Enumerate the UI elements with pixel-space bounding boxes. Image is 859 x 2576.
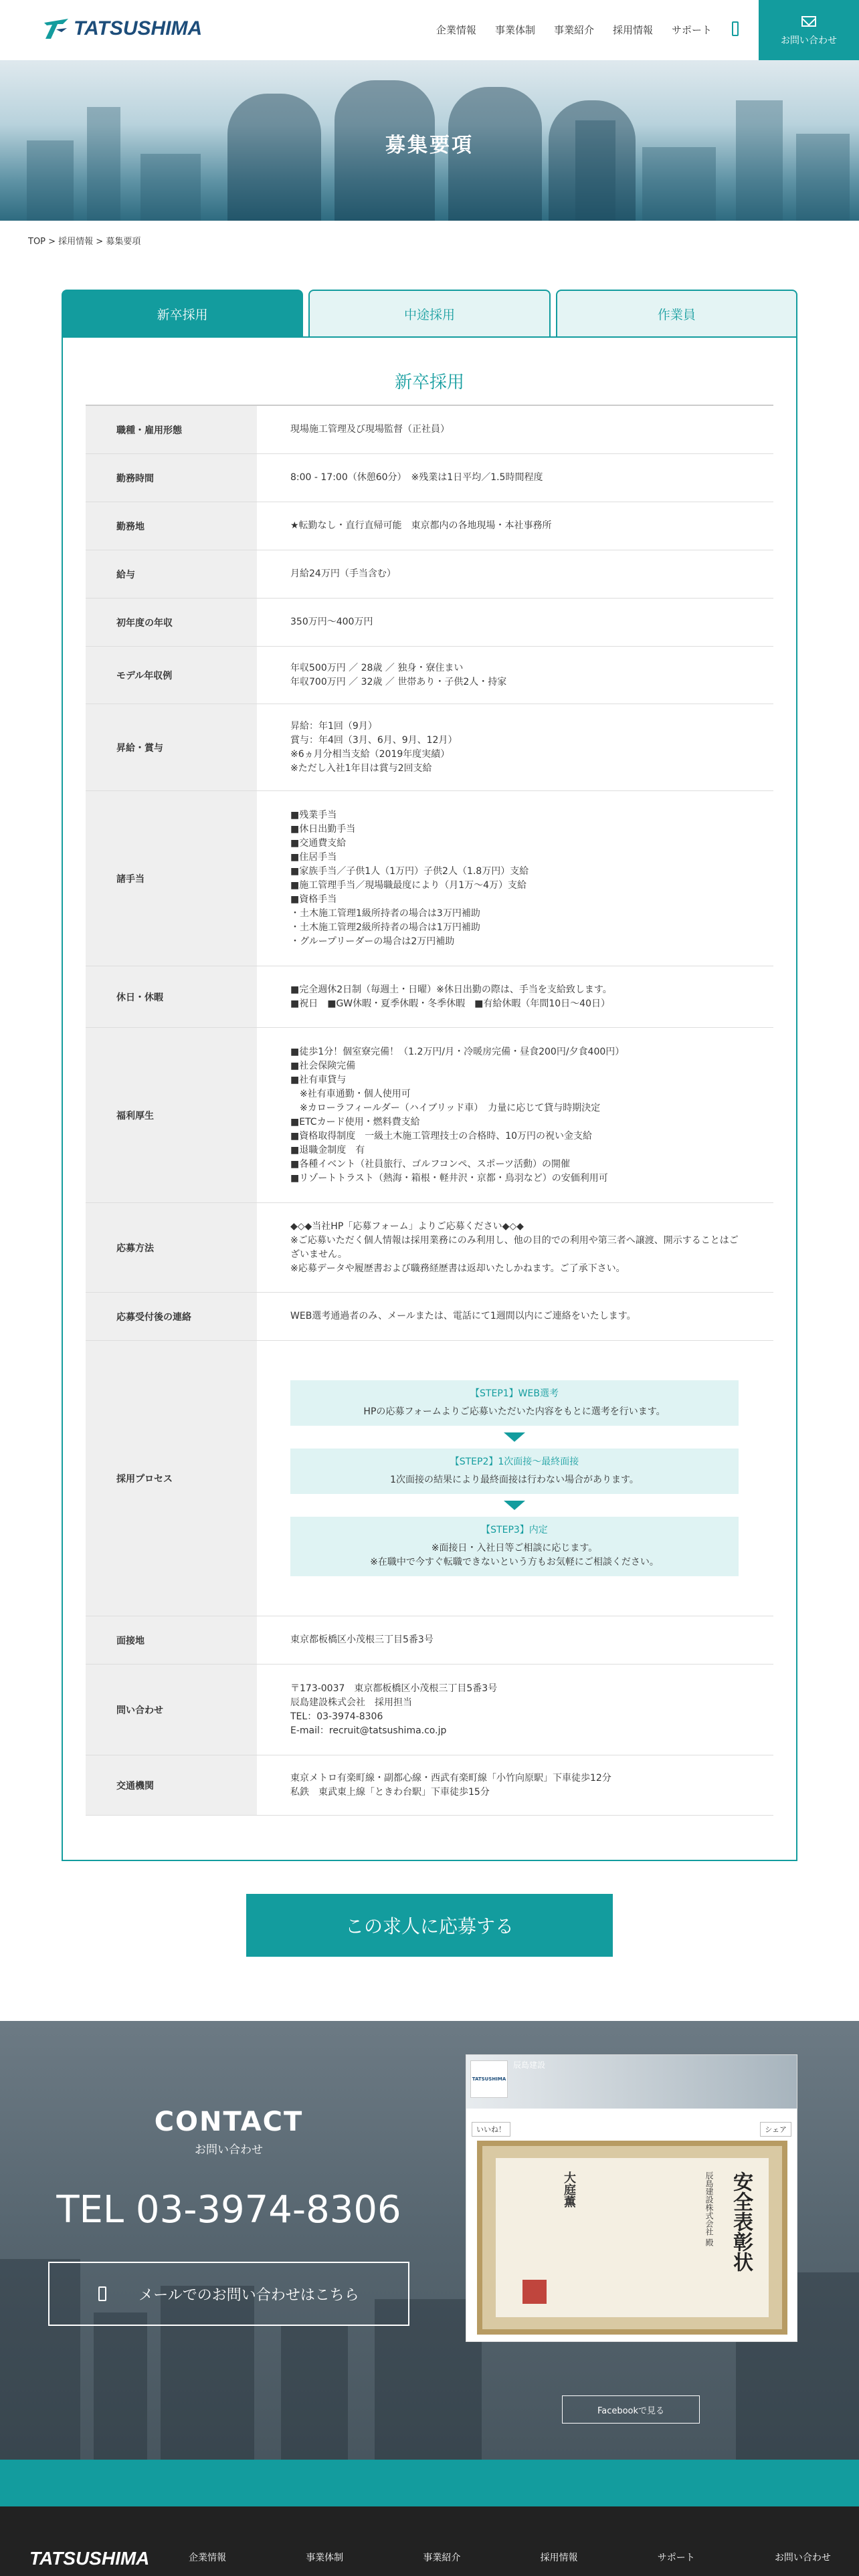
row-value: 月給24万円（手当含む） <box>290 568 396 579</box>
row-label: 交通機関 <box>86 1755 257 1815</box>
step-3: 【STEP3】内定 ※面接日・入社日等ご相談に応じます。 ※在職中で今すぐ転職できないという方もお気軽にご相談ください。 <box>290 1517 739 1576</box>
mail-contact-label: メールでのお問い合わせはこちら <box>138 2286 359 2304</box>
row-label: 勤務時間 <box>86 454 257 502</box>
mobile-phone-icon[interactable] <box>732 21 739 36</box>
row-label: 面接地 <box>86 1616 257 1664</box>
teal-band <box>0 2460 859 2506</box>
table-row <box>86 1665 773 1755</box>
row-value: ■徒歩1分！個室寮完備！（1.2万円/月・冷暖房完備・昼食200円/夕食400円） ■社会保険完備 ■社有車貸与 ※社有車通勤・個人使用可 ※カローラフィールダー（ハイブリッド車） 力量に応じて貸与時期決定 ■ETCカード使用・燃料費支給 ■資格取得制度 一級土木施工管理技士の合格時、10万円の祝い金支給 ■退職金制度 有 ■各種イベント（社員旅行、ゴルフコンペ、スポーツ活動）の開催 ■リゾートトラスト（熱海・箱根・軽井沢・京都・鳥羽など）の安価利用可 <box>290 1046 625 1184</box>
row-label: 問い合わせ <box>86 1665 257 1755</box>
facebook-widget <box>466 2054 797 2342</box>
contact-title-en: CONTACT <box>154 2107 304 2137</box>
table-row <box>86 1203 773 1293</box>
row-value: ■完全週休2日制（毎週土・日曜）※休日出勤の際は、手当を支給致します。 ■祝日 ■GW休暇・夏季休暇・冬季休暇 ■有給休暇（年間10日〜40日） <box>290 984 612 1009</box>
apply-button[interactable]: この求人に応募する <box>246 1894 613 1957</box>
table-row <box>86 1755 773 1816</box>
table-row <box>86 502 773 550</box>
arrow-down-icon <box>504 1432 525 1442</box>
footer-nav-support[interactable]: サポート <box>657 2553 695 2563</box>
row-label: 応募受付後の連絡 <box>86 1293 257 1340</box>
recruit-tabs <box>62 290 797 336</box>
row-value: 年収500万円 ／ 28歳 ／ 独身・寮住まい 年収700万円 ／ 32歳 ／ 世帯あり・子供2人・持家 <box>290 662 507 687</box>
header-contact-label: お問い合わせ <box>781 35 837 46</box>
site-footer <box>0 2506 859 2576</box>
footer-nav-contact[interactable]: お問い合わせ <box>774 2553 831 2563</box>
hero-banner <box>0 60 859 221</box>
logo-text: TATSUSHIMA <box>74 17 203 39</box>
tab-mid-career[interactable]: 中途採用 <box>308 290 550 336</box>
header-contact-button[interactable] <box>759 0 859 60</box>
facebook-like-button[interactable]: いいね！ <box>472 2122 510 2137</box>
mobile-phone-icon <box>98 2286 106 2301</box>
row-value: 東京メトロ有楽町線・副都心線・西武有楽町線「小竹向原駅」下車徒歩12分 私鉄 東武東上線「ときわ台駅」下車徒歩15分 <box>290 1772 611 1798</box>
logo-mark-icon <box>43 16 70 41</box>
mail-contact-button[interactable] <box>48 2262 409 2326</box>
row-value: WEB選考通過者のみ、メールまたは、電話にて1週間以内にご連絡をいたします。 <box>290 1311 636 1321</box>
recruit-process <box>257 1341 773 1616</box>
panel-title: 新卒採用 <box>394 372 464 393</box>
facebook-page-name[interactable]: 辰島建設 <box>513 2060 546 2070</box>
row-label: 諸手当 <box>86 791 257 966</box>
site-header <box>0 0 859 60</box>
table-row <box>86 1028 773 1203</box>
certificate-company: 辰島建設株式会社 殿 <box>704 2171 714 2246</box>
footer-nav-company[interactable]: 企業情報 <box>189 2553 226 2563</box>
certificate-title: 安全表彰状 <box>729 2171 753 2272</box>
certificate-signer: 大庭薫 <box>562 2171 576 2208</box>
table-row <box>86 1293 773 1341</box>
arrow-down-icon <box>504 1501 525 1510</box>
footer-nav-structure[interactable]: 事業体制 <box>306 2553 344 2563</box>
table-row <box>86 647 773 704</box>
row-label: 昇給・賞与 <box>86 704 257 790</box>
tab-new-graduate[interactable]: 新卒採用 <box>62 290 303 336</box>
logo[interactable] <box>43 16 202 41</box>
row-label: 福利厚生 <box>86 1028 257 1202</box>
row-label: 休日・休暇 <box>86 966 257 1027</box>
certificate-photo[interactable] <box>477 2141 787 2335</box>
row-value: 東京都板橋区小茂根三丁目5番3号 <box>290 1634 434 1645</box>
footer-nav-business[interactable]: 事業紹介 <box>423 2553 461 2563</box>
table-row <box>86 599 773 647</box>
row-label: 職種・雇用形態 <box>86 406 257 453</box>
table-row <box>86 966 773 1028</box>
recruit-panel <box>62 336 797 1861</box>
recruit-table <box>86 405 773 1816</box>
footer-nav-recruit[interactable]: 採用情報 <box>540 2553 578 2563</box>
tab-worker[interactable]: 作業員 <box>556 290 797 336</box>
row-label: 初年度の年収 <box>86 599 257 646</box>
table-row <box>86 406 773 454</box>
table-row <box>86 454 773 502</box>
table-row <box>86 704 773 791</box>
row-label: 採用プロセス <box>86 1341 257 1616</box>
row-value: ★転勤なし・直行直帰可能 東京都内の各地現場・本社事務所 <box>290 520 552 531</box>
table-row <box>86 791 773 966</box>
facebook-share-button[interactable]: シェア <box>760 2122 791 2137</box>
apply-form-link-line[interactable]: ◆◇◆当社HP「応募フォーム」よりご応募ください◆◇◆ <box>290 1220 524 1232</box>
nav-item-structure[interactable]: 事業体制 <box>494 24 535 36</box>
footer-logo[interactable]: TATSUSHIMA <box>29 2548 150 2569</box>
step-2: 【STEP2】1次面接〜最終面接 1次面接の結果により最終面接は行わない場合があります。 <box>290 1448 739 1494</box>
row-label: 勤務地 <box>86 502 257 550</box>
row-value: 350万円〜400万円 <box>290 617 373 627</box>
breadcrumb[interactable]: TOP > 採用情報 > 募集要項 <box>28 237 141 247</box>
table-row <box>86 1616 773 1665</box>
row-value: ■残業手当 ■休日出勤手当 ■交通費支給 ■住居手当 ■家族手当／子供1人（1万円）子供2人（1.8万円）支給 ■施工管理手当／現場職最度により（月1万〜4万）支給 ■資格手当 ・土木施工管理1級所持者の場合は3万円補助 ・土木施工管理2級所持者の場合は1万円補助 ・グループリーダーの場合は2万円補助 <box>290 809 529 947</box>
row-label: 応募方法 <box>86 1203 257 1292</box>
nav-item-company[interactable]: 企業情報 <box>436 24 476 36</box>
row-label: モデル年収例 <box>86 647 257 704</box>
row-value: ◆◇◆当社HP「応募フォーム」よりご応募ください◆◇◆ ※ご応募いただく個人情報は採用業務にのみ利用し、他の目的での利用や第三者へ譲渡、開示することはございません。 ※応募データや履歴書および職務経歴書は返却いたしかねます。ご了承下さい。 <box>257 1203 773 1292</box>
contact-section <box>0 2021 859 2460</box>
facebook-cover <box>466 2055 797 2109</box>
row-value: 現場施工管理及び現場監督（正社員） <box>290 424 450 435</box>
email-link[interactable]: E-mail：recruit@tatsushima.co.jp <box>290 1725 447 1736</box>
contact-tel[interactable]: TEL 03-3974-8306 <box>56 2188 401 2232</box>
step-1: 【STEP1】WEB選考 HPの応募フォームよりご応募いただいた内容をもとに選考を行います。 <box>290 1380 739 1426</box>
row-label: 給与 <box>86 550 257 598</box>
facebook-see-button[interactable]: Facebookで見る <box>562 2395 700 2424</box>
table-row <box>86 1341 773 1616</box>
footer-nav <box>189 2551 831 2564</box>
envelope-icon <box>801 16 816 27</box>
facebook-page-thumb[interactable]: TATSUSHIMA <box>470 2060 508 2098</box>
table-row <box>86 550 773 599</box>
seal-icon <box>522 2280 547 2304</box>
contact-title-ja: お問い合わせ <box>195 2143 263 2157</box>
main-nav <box>436 23 712 37</box>
row-value: 8:00 - 17:00（休憩60分） ※残業は1日平均／1.5時間程度 <box>290 472 543 483</box>
step-1-text[interactable]: HPの応募フォームよりご応募いただいた内容をもとに選考を行います。 <box>363 1406 666 1417</box>
nav-item-support[interactable]: サポート <box>671 24 712 36</box>
row-value: 昇給：年1回（9月） 賞与：年4回（3月、6月、9月、12月） ※6ヵ月分相当支給（2019年度実績） ※ただし入社1年目は賞与2回支給 <box>290 720 458 774</box>
page-title: 募集要項 <box>385 134 474 157</box>
row-value: 〒173-0037 東京都板橋区小茂根三丁目5番3号 辰島建設株式会社 採用担当 TEL：03-3974-8306 E-mail：recruit@tatsushima.co.jp <box>257 1665 773 1755</box>
nav-item-recruit[interactable]: 採用情報 <box>612 24 653 36</box>
nav-item-business[interactable]: 事業紹介 <box>553 24 594 36</box>
